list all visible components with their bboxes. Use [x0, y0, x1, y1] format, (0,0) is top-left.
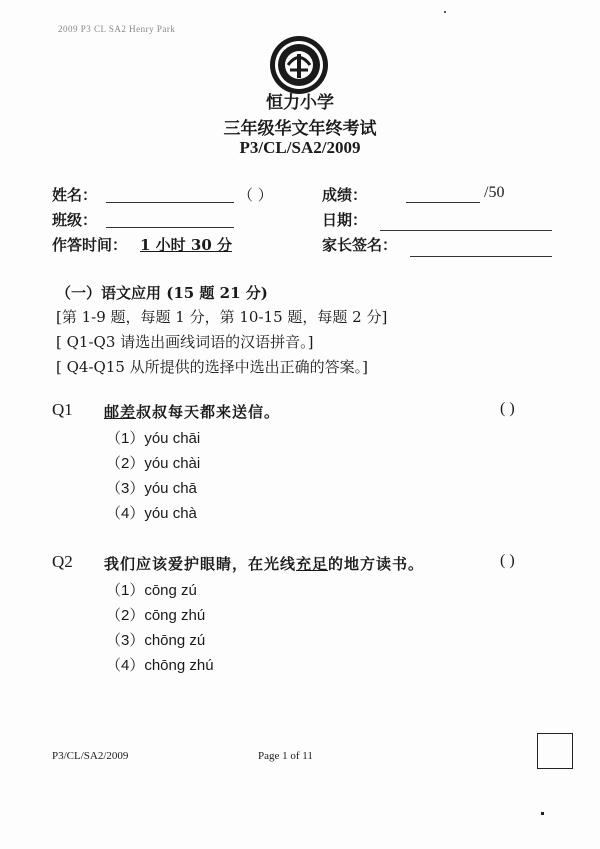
section-heading: （一）语文应用 (15 题 21 分) [56, 284, 268, 302]
instruction-q4-q15: [ Q4-Q15 从所提供的选择中选出正确的答案。] [56, 358, 369, 376]
class-number-paren: （ ） [238, 186, 273, 204]
option-1[interactable]: （1）yóu chāi [106, 430, 201, 447]
school-name: 恒力小学 [266, 93, 334, 113]
marks-note: [第 1-9 题，每题 1 分，第 10-15 题，每题 2 分] [56, 308, 388, 326]
question-text-after: 的地方读书。 [328, 555, 425, 573]
scan-speck [541, 812, 544, 815]
option-4[interactable]: （4）chōng zhú [106, 657, 214, 674]
name-label: 姓名： [52, 186, 98, 204]
date-field[interactable] [380, 230, 552, 231]
question-text-before: 我们应该爱护眼睛，在光线 [104, 555, 297, 573]
scan-header-stamp: 2009 P3 CL SA2 Henry Park [58, 24, 176, 34]
score-field[interactable] [406, 202, 480, 203]
footer-page-number: Page 1 of 11 [258, 750, 313, 762]
name-field[interactable] [106, 202, 234, 203]
option-2[interactable]: （2）cōng zhú [106, 607, 206, 624]
paper-code: P3/CL/SA2/2009 [239, 138, 361, 157]
class-field[interactable] [106, 227, 234, 228]
question-text-rest: 叔叔每天都来送信。 [136, 403, 281, 421]
footer-paper-code: P3/CL/SA2/2009 [52, 750, 129, 762]
class-label: 班级： [52, 211, 98, 229]
underlined-word: 充足 [296, 555, 329, 573]
answer-blank[interactable]: ( ) [500, 552, 515, 569]
scan-speck [444, 11, 446, 13]
date-label: 日期： [322, 211, 368, 229]
time-label: 作答时间： [52, 236, 128, 254]
score-total: /50 [484, 184, 505, 201]
answer-blank[interactable]: ( ) [500, 400, 515, 417]
question-text [104, 553, 424, 574]
marks-box [537, 733, 573, 769]
option-2[interactable]: （2）yóu chài [106, 455, 201, 472]
option-1[interactable]: （1）cōng zú [106, 582, 197, 599]
option-3[interactable]: （3）yóu chā [106, 480, 197, 497]
question-text [104, 401, 280, 422]
parent-signature-field[interactable] [410, 256, 552, 257]
instruction-q1-q3: [ Q1-Q3 请选出画线词语的汉语拼音。] [56, 333, 314, 351]
question-number: Q1 [52, 400, 73, 419]
parent-signature-label: 家长签名： [322, 236, 398, 254]
underlined-word: 邮差 [104, 403, 137, 421]
exam-title: 三年级华文年终考试 [223, 119, 377, 139]
option-3[interactable]: （3）chōng zú [106, 632, 206, 649]
score-label: 成绩： [322, 186, 368, 204]
option-4[interactable]: （4）yóu chà [106, 505, 197, 522]
time-value: 1 小时 30 分 [140, 236, 232, 254]
question-number: Q2 [52, 552, 73, 571]
school-crest-logo [268, 34, 330, 96]
